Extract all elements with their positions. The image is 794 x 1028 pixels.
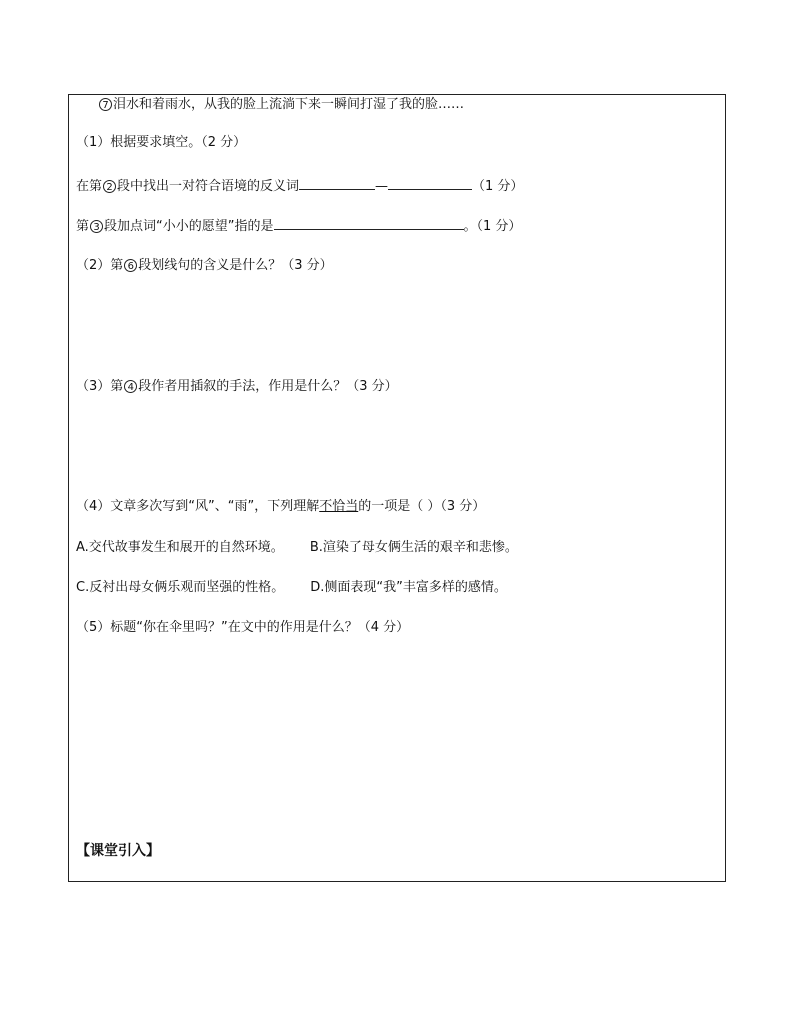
paragraph-number-3: 3: [90, 220, 103, 233]
paragraph-7-text: 泪水和着雨水，从我的脸上流淌下来一瞬间打湿了我的脸……: [113, 97, 465, 112]
question-5: （5）标题“你在伞里吗？”在文中的作用是什么？（4 分）: [76, 620, 410, 635]
question-4-options-ab: [76, 539, 518, 557]
question-3: [76, 378, 398, 396]
answer-blank-wish[interactable]: [274, 216, 464, 230]
paragraph-number-7: 7: [99, 98, 112, 111]
question-1a-text: 段中找出一对符合语境的反义词: [117, 179, 300, 194]
paragraph-number-4: 4: [124, 380, 137, 393]
question-2: [76, 257, 333, 275]
paragraph-number-2: 2: [103, 180, 116, 193]
question-1a-prefix: 在第: [76, 179, 103, 194]
question-4-underlined: 不恰当: [319, 499, 359, 514]
question-2-prefix: （2）第: [76, 258, 124, 273]
paragraph-number-6: 6: [124, 259, 137, 272]
question-4-options-cd: [76, 579, 507, 597]
answer-blank-antonym-1[interactable]: [299, 176, 375, 190]
answer-blank-antonym-2[interactable]: [388, 176, 472, 190]
question-2-text: 段划线句的含义是什么？（3 分）: [138, 258, 333, 273]
option-a: A.交代故事发生和展开的自然环境。: [76, 540, 284, 555]
option-c: C.反衬出母女俩乐观而坚强的性格。: [76, 580, 285, 595]
paragraph-7: [98, 96, 464, 114]
question-1b-text: 段加点词“小小的愿望”指的是: [104, 219, 274, 234]
question-1-heading: （1）根据要求填空。（2 分）: [76, 135, 247, 150]
option-b: B.渲染了母女俩生活的艰辛和悲惨。: [309, 540, 518, 555]
worksheet-frame: [68, 94, 726, 882]
question-4: [76, 498, 485, 516]
question-1a: [76, 176, 523, 196]
option-d: D.侧面表现“我”丰富多样的感情。: [310, 580, 507, 595]
question-3-text: 段作者用插叙的手法，作用是什么？（3 分）: [138, 379, 398, 394]
question-1a-score: （1 分）: [472, 179, 524, 194]
question-4-suffix: 的一项是（ ）（3 分）: [358, 499, 486, 514]
question-1a-dash: —: [375, 179, 389, 194]
question-1b-score: 。（1 分）: [463, 219, 522, 234]
question-4-prefix: （4）文章多次写到“风”、“雨”，下列理解: [76, 499, 320, 514]
question-1b-prefix: 第: [76, 219, 90, 234]
question-1b: [76, 216, 521, 236]
question-3-prefix: （3）第: [76, 379, 124, 394]
section-title: 【课堂引入】: [76, 843, 160, 859]
